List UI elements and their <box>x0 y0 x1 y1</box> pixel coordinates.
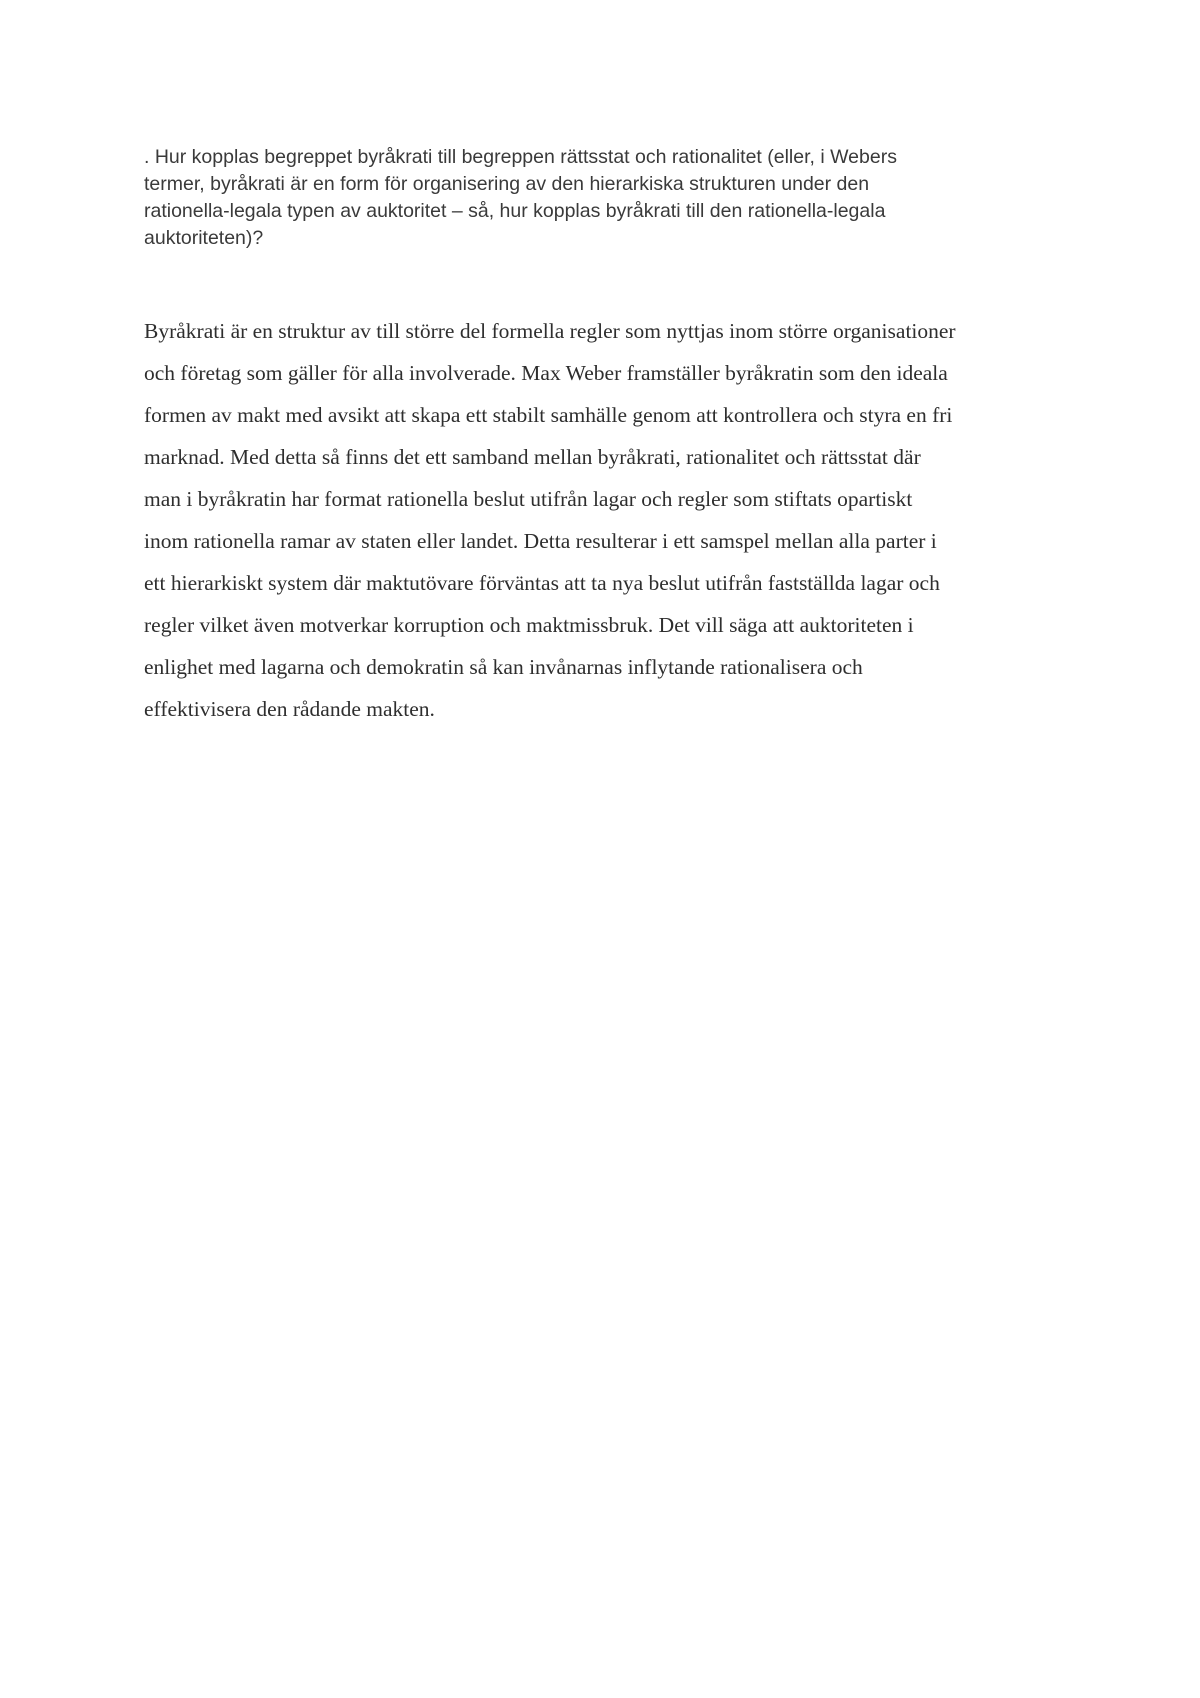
answer-line: och företag som gäller för alla involverade. Max Weber framställer byråkratin som den ideala <box>144 361 948 385</box>
answer-line: regler vilket även motverkar korruption och maktmissbruk. Det vill säga att auktoriteten i <box>144 613 914 637</box>
answer-line: man i byråkratin har format rationella beslut utifrån lagar och regler som stiftats opartiskt <box>144 487 913 511</box>
question-line: . Hur kopplas begreppet byråkrati till begreppen rättsstat och rationalitet (eller, i Webers <box>144 146 897 168</box>
answer-line: enlighet med lagarna och demokratin så kan invånarnas inflytande rationalisera och <box>144 655 863 679</box>
answer-line: inom rationella ramar av staten eller landet. Detta resulterar i ett samspel mellan alla parter i <box>144 529 937 553</box>
answer-line: effektivisera den rådande makten. <box>144 697 435 721</box>
question-paragraph <box>144 144 1064 252</box>
question-line: rationella-legala typen av auktoritet – så, hur kopplas byråkrati till den rationella-legala <box>144 200 886 222</box>
answer-line: formen av makt med avsikt att skapa ett stabilt samhälle genom att kontrollera och styra en fri <box>144 403 953 427</box>
answer-line: Byråkrati är en struktur av till större del formella regler som nyttjas inom större organisationer <box>144 319 956 343</box>
answer-line: ett hierarkiskt system där maktutövare förväntas att ta nya beslut utifrån fastställda lagar och <box>144 571 940 595</box>
question-line: termer, byråkrati är en form för organisering av den hierarkiska strukturen under den <box>144 173 870 195</box>
answer-line: marknad. Med detta så finns det ett samband mellan byråkrati, rationalitet och rättsstat där <box>144 445 921 469</box>
answer-paragraph <box>144 310 1074 730</box>
question-line: auktoriteten)? <box>144 227 264 249</box>
